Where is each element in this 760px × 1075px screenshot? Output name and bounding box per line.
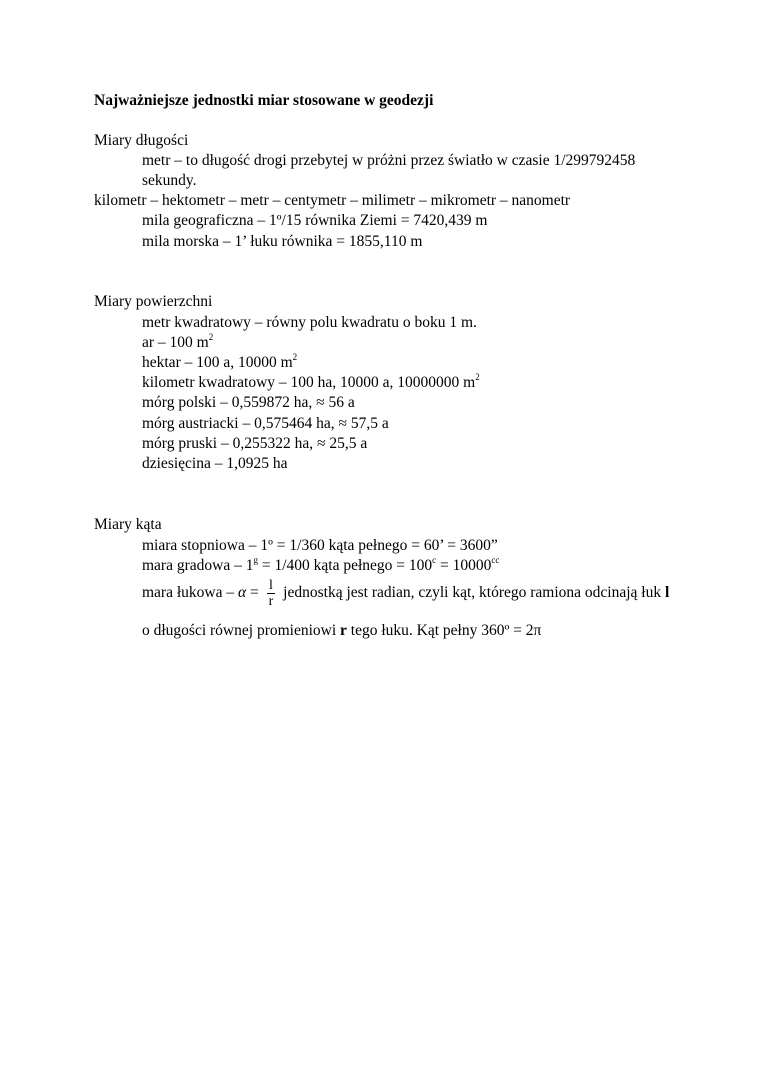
grad-measure-line: [142, 556, 499, 577]
grad-text-b: = 1/400 kąta pełnego = 100: [257, 557, 433, 574]
arc2-text-b: tego łuku. Kąt pełny 360º = 2π: [346, 622, 542, 639]
metre-definition-line1: metr – to długość drogi przebytej w próżni przez światło w czasie 1/299792458: [142, 152, 636, 169]
hektar-text: hektar – 100 a, 10000 m: [142, 354, 293, 371]
fraction-denominator: r: [268, 594, 274, 609]
alpha-symbol: α: [237, 584, 247, 602]
document-title: Najważniejsze jednostki miar stosowane w geodezji: [94, 92, 434, 109]
arc2-text-a: o długości równej promieniowi: [142, 622, 341, 639]
ar-line: [142, 333, 213, 354]
ar-superscript: 2: [208, 331, 214, 342]
grad-superscript-c: c: [432, 554, 437, 565]
square-km-text: kilometr kwadratowy – 100 ha, 10000 a, 10000000 m: [142, 374, 476, 391]
arc-bold-l: l: [664, 584, 670, 602]
morg-austriacki: mórg austriacki – 0,575464 ha, ≈ 57,5 a: [142, 415, 389, 432]
angle-heading: Miary kąta: [94, 516, 162, 533]
square-km-line: [142, 373, 480, 394]
sea-mile: mila morska – 1’ łuku równika = 1855,110 m: [142, 233, 423, 250]
dziesiecina: dziesięcina – 1,0925 ha: [142, 455, 288, 472]
square-km-superscript: 2: [475, 371, 480, 382]
radian-measure-line2: [142, 621, 541, 642]
grad-superscript-cc: cc: [491, 554, 500, 565]
geographic-mile: mila geograficzna – 1º/15 równika Ziemi = 7420,439 m: [142, 212, 488, 229]
length-unit-chain: kilometr – hektometr – metr – centymetr – milimetr – mikrometr – nanometr: [94, 192, 571, 209]
grad-text-c: = 10000: [436, 557, 492, 574]
arc-text-a: mara łukowa –: [142, 584, 238, 602]
hektar-line: [142, 353, 297, 374]
metre-definition-line2: sekundy.: [142, 172, 197, 189]
area-heading: Miary powierzchni: [94, 293, 213, 310]
arc-equals: =: [246, 584, 263, 602]
fraction-numerator: l: [267, 578, 276, 594]
ar-text: ar – 100 m: [142, 334, 209, 351]
arc2-bold-r: r: [340, 622, 347, 639]
grad-superscript-g: g: [253, 554, 258, 565]
morg-polski: mórg polski – 0,559872 ha, ≈ 56 a: [142, 394, 355, 411]
l-over-r-fraction: [267, 578, 276, 609]
hektar-superscript: 2: [292, 351, 298, 362]
morg-pruski: mórg pruski – 0,255322 ha, ≈ 25,5 a: [142, 435, 368, 452]
degree-measure: miara stopniowa – 1º = 1/360 kąta pełnego = 60’ = 3600”: [142, 537, 498, 554]
length-heading: Miary długości: [94, 132, 189, 149]
grad-text-a: mara gradowa – 1: [142, 557, 254, 574]
radian-measure-line: [142, 578, 669, 609]
square-metre: metr kwadratowy – równy polu kwadratu o boku 1 m.: [142, 314, 477, 331]
arc-text-b: jednostką jest radian, czyli kąt, którego ramiona odcinają łuk: [279, 584, 665, 602]
